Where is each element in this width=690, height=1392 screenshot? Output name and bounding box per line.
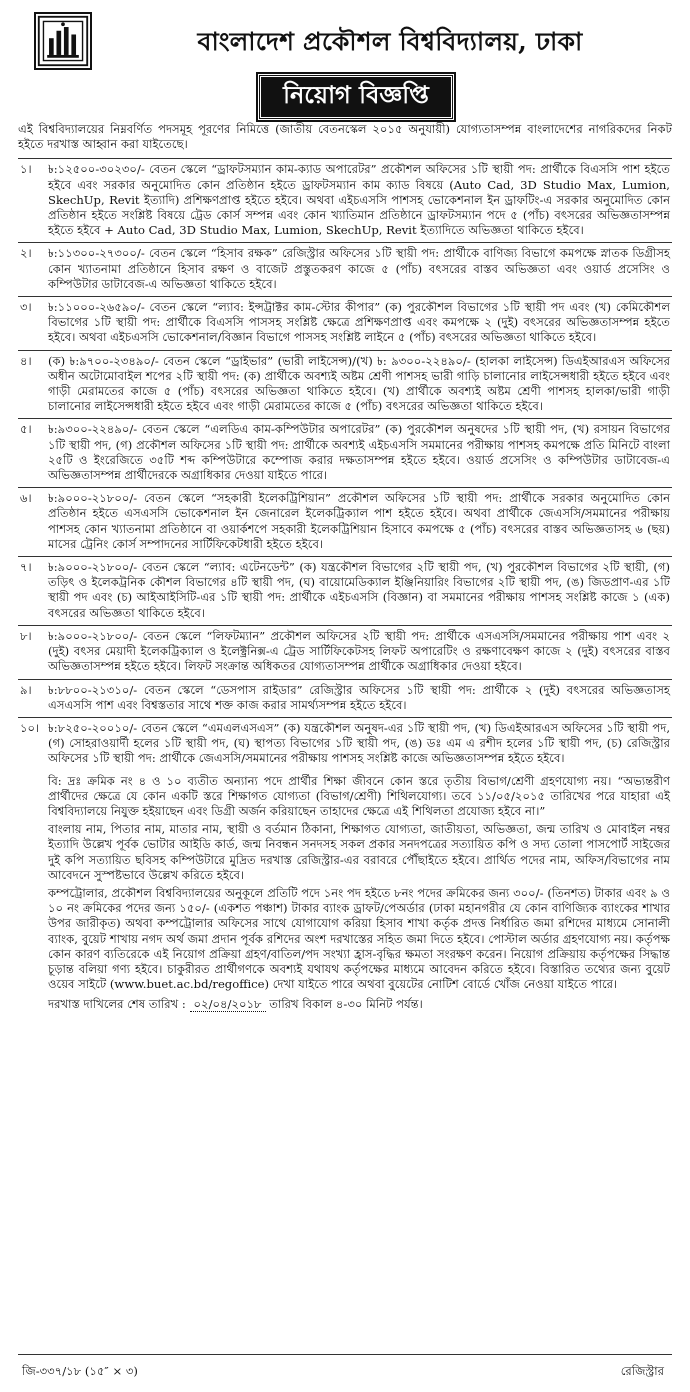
notes-section <box>18 771 672 993</box>
item-text: ৳:১১৩০০-২৭৩০০/- বেতন স্কেলে “হিসাব রক্ষক” রেজিস্ট্রার অফিসের ১টি স্থায়ী পদ: প্রার্থীকে বাণিজ্য বিভাগে কমপক্ষে স্নাতক ডিগ্রীসহ কোন খ্যাতনামা প্রতিষ্ঠানে হিসাব রক্ষণ ও বাজেট প্রস্তুতকরণ কাজে ৫ (পাঁচ) বৎসরের বাস্তব অভিজ্ঞতা এবং ওয়ার্ড প্রসেসিং ও কম্পিউটার ডাটাবেজ-এ অভিজ্ঞতা থাকিতে হইবে। <box>48 246 670 291</box>
list-item <box>18 718 672 771</box>
list-item <box>18 159 672 243</box>
position-list <box>18 158 672 770</box>
item-text: ৳:৮২৫০-২০০১০/- বেতন স্কেলে “এমএলএসএস” (ক) যন্ত্রকৌশল অনুষদ-এর ১টি স্থায়ী পদ, (খ) ডিএইআরএস অফিসের ১টি স্থায়ী পদ, (গ) সোহরাওয়ার্দী হলের ১টি স্থায়ী পদ, (ঘ) স্থাপত্য বিভাগের ১টি স্থায়ী পদ, (ঙ) ডঃ এম এ রশীদ হলের ১টি স্থায়ী পদ, (চ) রেজিস্ট্রার অফিসের ১টি স্থায়ী পদ: প্রার্থীকে জেএসসি/সমমানের পরীক্ষায় পাশসহ সংশ্লিষ্ট কাজে অভিজ্ঞতাসম্পন্ন হইতে হইবে। <box>48 720 670 766</box>
list-item <box>18 351 672 420</box>
notice-title: নিয়োগ বিজ্ঞপ্তি <box>258 74 454 120</box>
item-text: ৳:৯০০০-২১৮০০/- বেতন স্কেলে “ল্যাব: এটেনডেন্ট” (ক) যন্ত্রকৌশল বিভাগের ২টি স্থায়ী পদ, (খ) পুরকৌশল বিভাগের ২টি স্থায়ী, (গ) তড়িৎ ও ইলেকট্রনিক কৌশল বিভাগের ৪টি স্থায়ী পদ, (ঘ) বায়োমেডিক্যাল ইঞ্জিনিয়ারিং বিভাগের ২টি স্থায়ী পদ, (ঙ) জিডপ্রাণ-এর ১টি স্থায়ী পদ এবং (চ) আইআইসিটি-এর ১টি স্থায়ী পদ: প্রার্থীকে এইচএসসি (বিজ্ঞান) বা সমমানের পরীক্ষায় পাশসহ সংশ্লিষ্ট কাজে ১ (এক) বৎসরের অভিজ্ঞতা থাকিতে হইবে। <box>48 560 670 620</box>
item-number: ৫। <box>20 422 32 437</box>
item-text: ৳:৮৮০০-২১৩১০/- বেতন স্কেলে “ডেসপাস রাইডার” রেজিস্ট্রার অফিসের ১টি স্থায়ী পদ: প্রার্থীকে ২ (দুই) বৎসরের অভিজ্ঞতাসহ এসএসসি পাশ এবং বিশ্বস্ততার সাথে শক্ত কাজ করার সামর্থ্যসম্পন্ন হইতে হইবে। <box>48 682 670 712</box>
intro-paragraph: এই বিশ্ববিদ্যালয়ের নিম্নবর্ণিত পদসমূহ পূরণের নিমিত্তে (জাতীয় বেতনস্কেল ২০১৫ অনুযায়ী) যোগ্যতাসম্পন্ন বাংলাদেশের নাগরিকদের নিকট হইতে দরখাস্ত আহ্বান করা যাইতেছে। <box>18 122 672 152</box>
list-item <box>18 488 672 557</box>
signatory: রেজিস্ট্রার <box>620 1364 664 1378</box>
deadline-suffix: তারিখ বিকাল ৪-৩০ মিনিট পর্যন্ত। <box>269 997 423 1012</box>
item-number: ৭। <box>20 560 32 575</box>
university-name: বাংলাদেশ প্রকৌশল বিশ্ববিদ্যালয়, ঢাকা <box>197 27 583 56</box>
note-paragraph: বি: দ্রঃ ক্রমিক নং ৪ ও ১০ ব্যতীত অন্যান্য পদে প্রার্থীর শিক্ষা জীবনে কোন স্তরে তৃতীয় বিভাগ/শ্রেণী গ্রহণযোগ্য নয়। “অভ্যন্তরীণ প্রার্থীদের ক্ষেত্রে যে কোন একটি স্তরে শিক্ষাগত যোগ্যতা (বিভাগ/শ্রেণী) শিথিলযোগ্য। তবে ১১/০৫/২০১৫ তারিখের পরে যাহারা এই বিশ্ববিদ্যালয়ে নিযুক্ত হইয়াছেন এবং ডিগ্রী অর্জন করিয়াছেন তাহাদের ক্ষেত্রে এই শিথিলতা প্রযোজ্য হইবে না।” <box>48 773 670 818</box>
item-number: ৩। <box>20 300 32 315</box>
item-number: ২। <box>20 246 32 261</box>
list-item <box>18 626 672 680</box>
item-number: ৮। <box>20 628 32 643</box>
item-text: ৳:৯৩০০-২২৪৯০/- বেতন স্কেলে “এলডিএ কাম-কম্পিউটার অপারেটর” (ক) পুরকৌশল অনুষদের ১টি স্থায়ী পদ, (খ) রসায়ন বিভাগের ১টি স্থায়ী পদ, (গ) প্রকৌশল অফিসের ১টি স্থায়ী পদ: প্রার্থীকে অবশ্যই এইচএসসি সমমানের পরীক্ষায় পাশসহ কমপক্ষে প্রতি মিনিটে বাংলা ২৫টি ও ইংরেজিতে ৩৫টি শব্দ কম্পিউটারে কম্পোজ করার দক্ষতাসম্পন্ন হইতে হইবে। ওয়ার্ড প্রসেসিং ও কম্পিউটার ডাটাবেজ-এ অভিজ্ঞতাসম্পন্ন প্রার্থীদেরকে অগ্রাধিকার দেওয়া যাইতে পারে। <box>48 422 670 483</box>
university-logo-icon <box>34 12 92 70</box>
deadline-date: ০২/০৪/২০১৮ <box>190 997 266 1012</box>
item-number: ৬। <box>20 491 32 506</box>
list-item <box>18 419 672 488</box>
note-paragraph: বাংলায় নাম, পিতার নাম, মাতার নাম, স্থায়ী ও বর্তমান ঠিকানা, শিক্ষাগত যোগ্যতা, জাতীয়তা, অভিজ্ঞতা, জন্ম তারিখ ও মোবাইল নম্বর ইত্যাদি উল্লেখ পূর্বক ভোটার আইডি কার্ড, জন্ম নিবন্ধন সনদসহ সকল প্রকার সনদপত্রের সত্যায়িত কপি ও সদ্য তোলা পাসপোর্ট সাইজের দুই কপি সত্যায়িত ছবিসহ কম্পিউটারে মুদ্রিত দরখাস্ত রেজিস্ট্রার-এর বরাবরে পৌঁছাইতে হইবে। প্রার্থিত পদের নাম, অফিস/বিভাগের নাম আবেদনে সুস্পষ্টভাবে উল্লেখ করিতে হইবে। <box>48 822 670 882</box>
item-text: ৳:১১০০০-২৬৫৯০/- বেতন স্কেলে “ল্যাব: ইন্সট্রাক্টর কাম-স্টোর কীপার” (ক) পুরকৌশল বিভাগের ১টি স্থায়ী পদ এবং (খ) কেমিকৌশল বিভাগের ১টি স্থায়ী পদ: প্রার্থীকে বিএসসি পাসসহ সংশ্লিষ্ট ক্ষেত্রে প্রশিক্ষণপ্রাপ্ত এবং কমপক্ষে ২ (দুই) বৎসরের অভিজ্ঞতাসম্পন্ন হইতে হইবে। অথবা এইচএসসি ভোকেশনাল/বিজ্ঞান বিভাগে পাসসহ সংশ্লিষ্ট লাইনে ৫ (পাঁচ) বৎসরের অভিজ্ঞতা থাকিতে হইবে। <box>48 300 670 345</box>
deadline-label: দরখাস্ত দাখিলের শেষ তারিখ : <box>48 997 186 1012</box>
item-number: ৪। <box>20 353 32 368</box>
deadline-line <box>18 995 672 1012</box>
item-text: (ক) ৳:৯৭০০-২৩৪৯০/- বেতন স্কেলে “ড্রাইভার” (ভারী লাইসেন্স)/(খ) ৳: ৯৩০০-২২৪৯০/- (হালকা লাইসেন্স) ডিএইআরএস অফিসের অধীন অটোমোবাইল শপের ২টি স্থায়ী পদ: (ক) প্রার্থীকে অবশ্যই অষ্টম শ্রেণী পাশসহ ভারী গাড়ি চালানোর লাইসেন্সধারী হইতে হইবে এবং গাড়ী মেরামতের কাজে ৫ (পাঁচ) বৎসরের অভিজ্ঞতা থাকিতে হইবে। (খ) প্রার্থীকে অবশ্যই অষ্টম শ্রেণী পাশসহ হালকা/ভারী গাড়ী চালানোর লাইসেন্সধারী হইতে হইবে এবং গাড়ী মেরামতের কাজে ৫ (পাঁচ) বৎসরের অভিজ্ঞতা থাকিতে হইবে। <box>48 353 670 414</box>
item-number: ৯। <box>20 682 32 697</box>
item-number: ১০। <box>20 720 40 735</box>
notice-header <box>18 8 672 120</box>
list-item <box>18 243 672 297</box>
item-text: ৳:৯০০০-২১৮০০/- বেতন স্কেলে “লিফটম্যান” প্রকৌশল অফিসের ২টি স্থায়ী পদ: প্রার্থীকে এসএসসি/সমমানের পরীক্ষায় পাশ এবং ২ (দুই) বৎসর মেয়াদী ইলেকট্রিক্যাল ও ইলেক্ট্রনিক্স-এ ট্রেড সার্টিফিকেটসহ লিফট অপারেটিং ও রক্ষণাবেক্ষণ কাজে ২ (দুই) বৎসরের বাস্তব অভিজ্ঞতাসম্পন্ন হইতে হইবে। লিফট সংক্রান্ত অধিকতর যোগ্যতাসম্পন্ন প্রার্থীকে অগ্রাধিকার দেওয়া হইবে। <box>48 628 670 674</box>
note-paragraph: কম্পট্রোলার, প্রকৌশল বিশ্ববিদ্যালয়ের অনুকূলে প্রতিটি পদে ১নং পদ হইতে ৮নং পদের ক্রমিকের জন্য ৩০০/- (তিনশত) টাকার এবং ৯ ও ১০ নং ক্রমিকের পদের জন্য ১৫০/- (একশত পঞ্চাশ) টাকার ব্যাংক ড্রাফট/পেঅর্ডার (ঢাকা মহানগরীর যে কোন বাণিজ্যিক ব্যাংকের শাখার উপর জারীকৃত) অথবা কম্পট্রোলার অফিসের সাথে যোগাযোগ করিয়া হিসাব শাখা কর্তৃক প্রদত্ত নির্ধারিত জমা রশিদের মাধ্যমে সোনালী ব্যাংক, বুয়েট শাখায় নগদ অর্থ জমা প্রদান পূর্বক রশিদের অংশ দরখাস্তের সহিত জমা দিতে হইবে। পোস্টাল অর্ডার গ্রহণযোগ্য নয়। কর্তৃপক্ষ কোন কারণ ব্যতিরেকে এই নিয়োগ প্রক্রিয়া গ্রহণ/বাতিল/পদ সংখ্যা হ্রাস-বৃদ্ধির ক্ষমতা সংরক্ষণ করেন। নিয়োগ প্রক্রিয়ায় কর্তৃপক্ষের সিদ্ধান্ত চূড়ান্ত বলিয়া গণ্য হইবে। চাকুরীরত প্রার্থীগণকে অবশ্যই যথাযথ কর্তৃপক্ষের মাধ্যমে আবেদন করিতে হইবে। বিস্তারিত তথ্যের জন্য বুয়েট ওয়েব সাইটে (www.buet.ac.bd/regoffice) দেখা যাইতে পারে অথবা বুয়েটের নোটিশ বোর্ডে খোঁজ নেওয়া যাইতে পারে। <box>48 885 670 992</box>
item-number: ১। <box>20 162 32 177</box>
item-text: ৳:৯০০০-২১৮০০/- বেতন স্কেলে “সহকারী ইলেকট্রিশিয়ান” প্রকৌশল অফিসের ১টি স্থায়ী পদ: প্রার্থীকে সরকার অনুমোদিত কোন প্রতিষ্ঠান হইতে এসএসসি ভোকেশনাল ইন জেনারেল ইলেকট্রিক্যাল পাশ হইতে হইবে। অথবা প্রার্থীকে জেএসসি/সমমানের পরীক্ষায় পাশসহ কোন খ্যাতনামা প্রতিষ্ঠানে বা ওয়ার্কশপে সহকারী ইলেকট্রিশিয়ান হিসাবে কমপক্ষে ৫ (পাঁচ) বৎসরের বাস্তব অভিজ্ঞতাসহ ৬ (ছয়) মাসের ট্রেনিং কোর্স সম্পাদনের সার্টিফিকেটধারী হইতে হইবে। <box>48 491 670 551</box>
list-item <box>18 680 672 718</box>
list-item <box>18 297 672 351</box>
publication-code: জি-৩৩৭/১৮ (১৫″ × ৩) <box>22 1364 138 1378</box>
list-item <box>18 557 672 626</box>
notice-footer <box>18 1354 672 1383</box>
item-text: ৳:১২৫০০-৩০২৩০/- বেতন স্কেলে “ড্রাফটসম্যান কাম-ক্যাড অপারেটর” প্রকৌশল অফিসের ১টি স্থায়ী পদ: প্রার্থীকে বিএসসি পাশ হইতে হইবে এবং সরকার অনুমোদিত কোন প্রতিষ্ঠান হইতে ড্রাফটসম্যান কাম ক্যাড বিষয়ে (Auto Cad, 3D Studio Max, Lumion, SkechUp, Revit ইত্যাদি) প্রশিক্ষণপ্রাপ্ত হইতে হইবে। অথবা এইচএসসি পাশসহ ভোকেশনাল ইন ড্রাফটিং-এ সরকার অনুমোদিত কোন প্রতিষ্ঠান হইতে সংশ্লিষ্ট বিষয়ে ট্রেড কোর্স সম্পন্ন এবং কোন খ্যাতিমান প্রতিষ্ঠানে ড্রাফটসম্যান পদে ৫ (পাঁচ) বৎসরের অভিজ্ঞতাসম্পন্ন হইতে হইবে + Auto Cad, 3D Studio Max, Lumion, SkechUp, Revit ইত্যাদিতে অভিজ্ঞতা থাকিতে হইবে। <box>48 162 670 238</box>
